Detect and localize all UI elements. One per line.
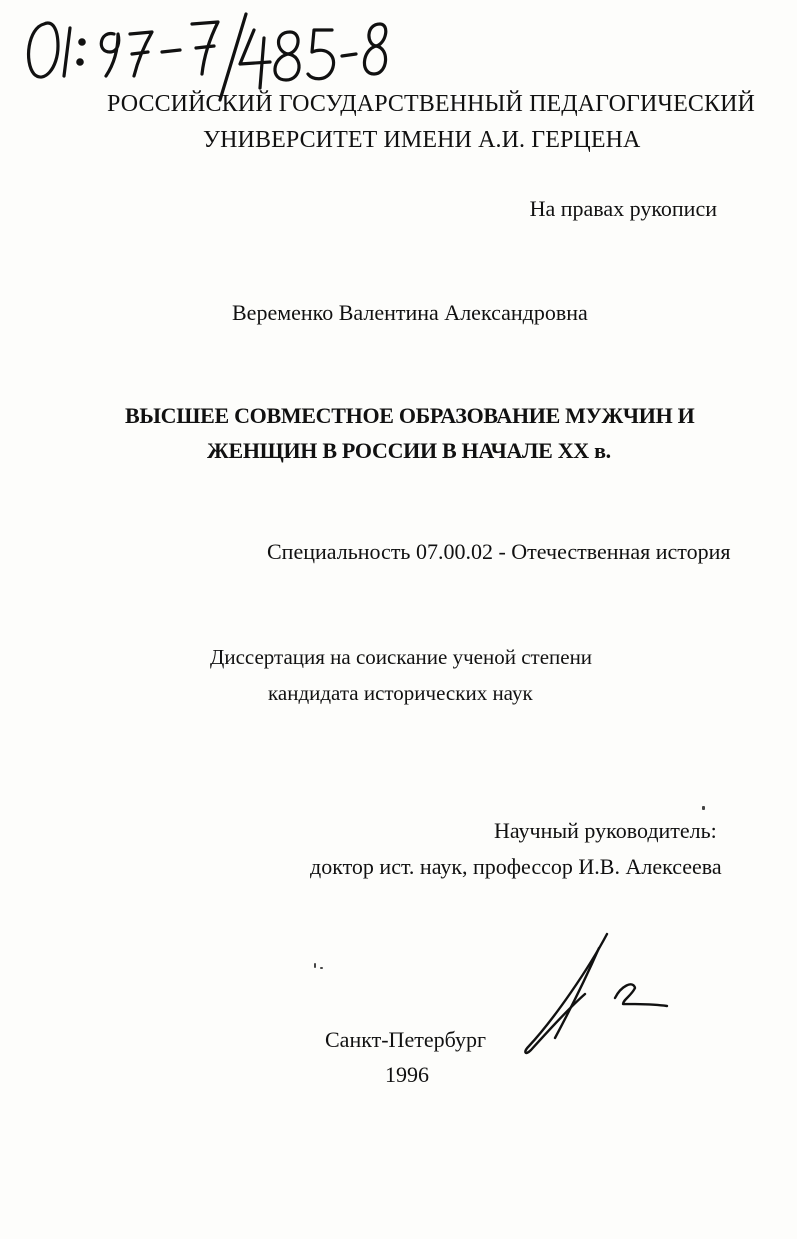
dissertation-title-line-1: ВЫСШЕЕ СОВМЕСТНОЕ ОБРАЗОВАНИЕ МУЖЧИН И <box>125 403 695 428</box>
author-name: Веременко Валентина Александровна <box>232 300 588 325</box>
supervisor-label: Научный руководитель: <box>494 818 717 843</box>
city-name: Санкт-Петербург <box>325 1027 486 1052</box>
handwritten-code-drawing <box>14 2 394 102</box>
speck-mark <box>702 806 705 810</box>
degree-line-1: Диссертация на соискание ученой степени <box>210 645 593 669</box>
supervisor-signature <box>515 928 675 1063</box>
year: 1996 <box>385 1062 429 1087</box>
signature-drawing <box>515 928 675 1063</box>
university-name-line-1: РОССИЙСКИЙ ГОСУДАРСТВЕННЫЙ ПЕДАГОГИЧЕСКИЙ <box>107 91 755 117</box>
manuscript-rights-note: На правах рукописи <box>529 196 717 221</box>
supervisor-name: доктор ист. наук, профессор И.В. Алексеева <box>310 854 722 879</box>
university-name-line-2: УНИВЕРСИТЕТ ИМЕНИ А.И. ГЕРЦЕНА <box>203 127 641 153</box>
specialty-line: Специальность 07.00.02 - Отечественная история <box>267 539 731 564</box>
speck-mark <box>320 967 323 969</box>
speck-mark <box>314 963 316 968</box>
dissertation-title-line-2: ЖЕНЩИН В РОССИИ В НАЧАЛЕ XX в. <box>207 438 611 463</box>
handwritten-archive-code <box>14 2 394 102</box>
degree-line-2: кандидата исторических наук <box>268 681 533 705</box>
